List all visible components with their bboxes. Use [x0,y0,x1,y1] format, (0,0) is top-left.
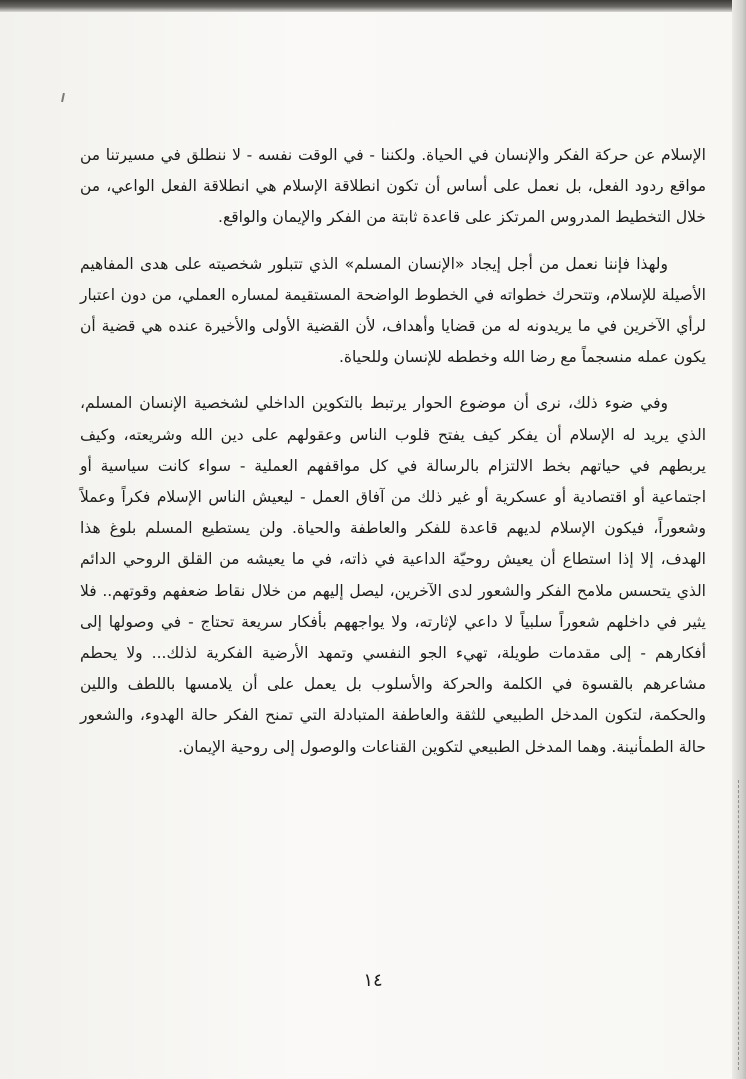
page-body-text [80,140,706,778]
paragraph-3: وفي ضوء ذلك، نرى أن موضوع الحوار يرتبط بالتكوين الداخلي لشخصية الإنسان المسلم، الذي يريد له الإسلام أن يفكر كيف يفتح قلوب الناس وعقولهم على دين الله وشريعته، وكيف يربطهم في حياتهم بخط الالتزام بالرسالة في كل مواقفهم العملية - سواء كانت سياسية أو اجتماعية أو اقتصادية أو عسكرية أو غير ذلك من آفاق العمل - ليعيش الناس الإسلام فكراً وعملاً وشعوراً، فيكون الإسلام لديهم قاعدة للفكر والعاطفة والحياة. ولن يستطيع المسلم بلوغ هذا الهدف، إلا إذا استطاع أن يعيش روحيّة الداعية في ذاته، في ما يعيشه من القلق الروحي الدائم الذي يتحسس ملامح الفكر والشعور لدى الآخرين، ليصل إليهم من خلال نقاط ضعفهم وقوتهم.. فلا يثير في داخلهم شعوراً سلبياً لا داعي لإثارته، ولا يواجههم بأفكار سريعة تحتاج - في وصولها إلى أفكارهم - إلى مقدمات طويلة، تهيء الجو النفسي وتمهد الأرضية الفكرية لذلك... ولا يحطم مشاعرهم بالقسوة في الكلمة والحركة والأسلوب بل يعمل على أن يلامسها باللطف واللين والحكمة، لتكون المدخل الطبيعي للثقة والعاطفة المتبادلة التي تمنح الفكر حالة الهدوء، والشعور حالة الطمأنينة. وهما المدخل الطبيعي لتكوين القناعات والوصول إلى روحية الإيمان. [80,394,706,756]
scan-top-edge [0,0,746,12]
page-number: ١٤ [363,970,383,991]
paragraph-2: ولهذا فإننا نعمل من أجل إيجاد «الإنسان المسلم» الذي تتبلور شخصيته على هدى المفاهيم الأصيلة للإسلام، وتتحرك خطواته في الخطوط الواضحة المستقيمة لمساره العملي، من دون اعتبار لرأي الآخرين في ما يريدونه له من قضايا وأهداف، لأن القضية الأولى والأخيرة عنده هي قضية أن يكون عمله منسجماً مع رضا الله وخططه للإنسان وللحياة. [80,254,706,367]
scan-dashed-margin-line [738,780,739,1070]
stray-ink-mark [61,93,65,102]
paragraph-1: الإسلام عن حركة الفكر والإنسان في الحياة. ولكننا - في الوقت نفسه - لا ننطلق في مسيرتنا من مواقع ردود الفعل، بل نعمل على أساس أن تكون انطلاقة الإسلام هي انطلاقة الفعل الواعي، من خلال التخطيط المدروس المرتكز على قاعدة ثابتة من الفكر والإيمان والواقع. [80,146,706,227]
scan-right-edge [732,0,746,1079]
